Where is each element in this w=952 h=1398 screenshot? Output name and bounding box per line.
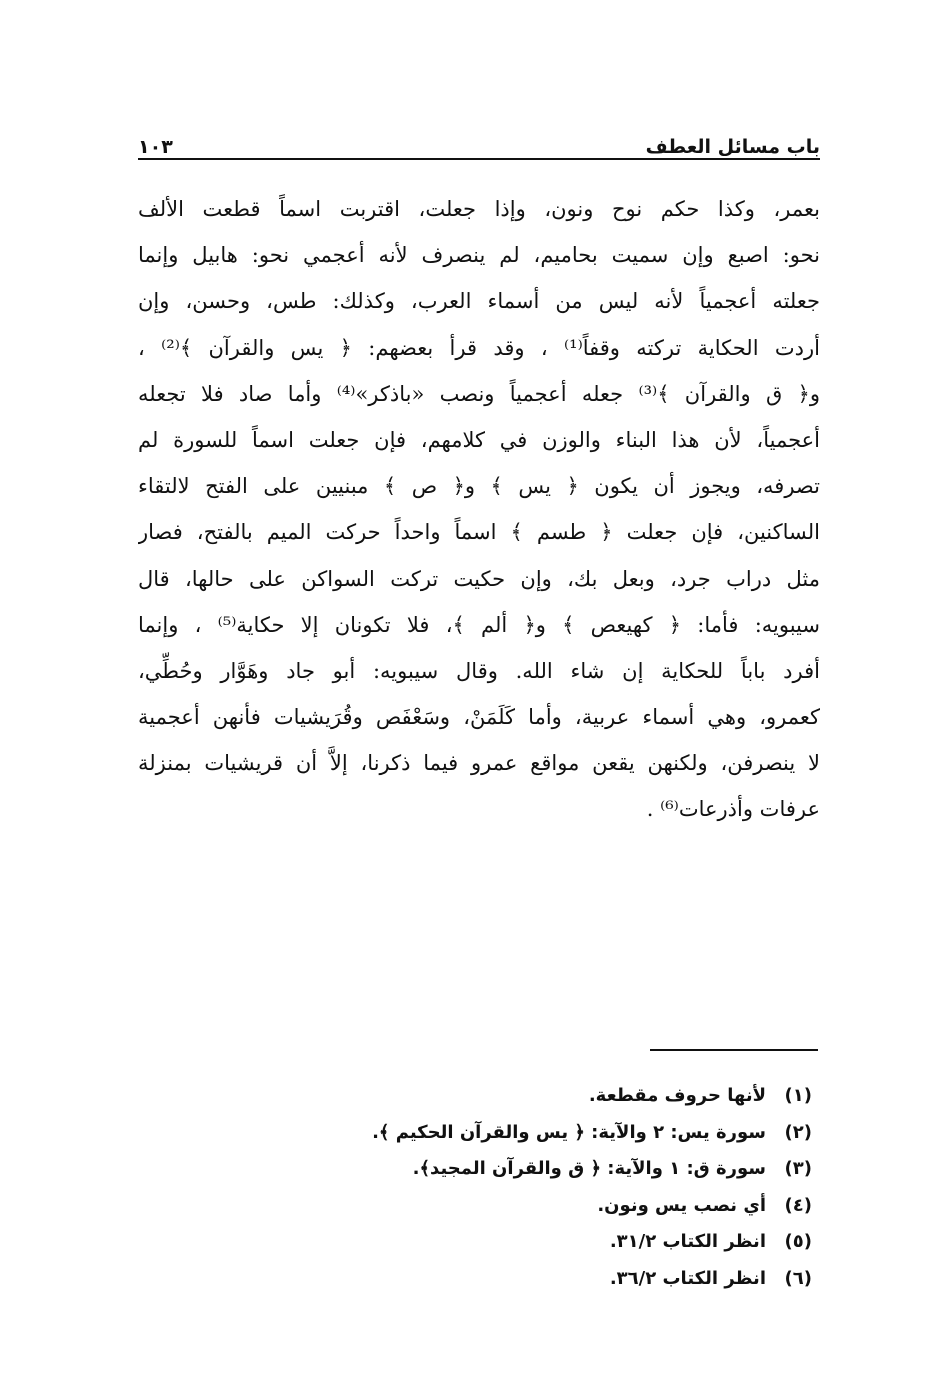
text-line: عرفات وأذرعات⁽⁶⁾ . bbox=[646, 797, 820, 822]
footnote-text: انظر الكتاب ٣١/٢. bbox=[609, 1231, 766, 1252]
footnote-text: انظر الكتاب ٣٦/٢. bbox=[609, 1267, 766, 1289]
text-line: أفرد باباً للحكاية إن شاء الله. وقال سيبويه: أبو جاد وهَوَّار وحُطِّي، bbox=[138, 658, 820, 683]
footnote-text: لأنها حروف مقطعة. bbox=[588, 1085, 766, 1106]
text-line: جعلته أعجمياً لأنه ليس من أسماء العرب، وكذلك: طس، وحسن، وإن bbox=[138, 289, 820, 314]
text-line: بعمر، وكذا حكم نوح ونون، وإذا جعلت، اقتربت اسماً قطعت الألف bbox=[138, 197, 820, 221]
header-rule bbox=[138, 158, 820, 160]
footnote-number: (٤) bbox=[784, 1194, 812, 1216]
footnote bbox=[252, 1151, 812, 1188]
page-number: ١٠٣ bbox=[138, 136, 173, 158]
running-header bbox=[138, 124, 820, 158]
text-line: و﴿ ق والقرآن ﴾⁽³⁾ جعله أعجمياً ونصب «باذكر»⁽⁴⁾ وأما صاد فلا تجعله bbox=[138, 381, 820, 406]
footnote-text: أي نصب يس ونون. bbox=[597, 1194, 766, 1216]
footnote-number: (٣) bbox=[784, 1158, 812, 1179]
footnote bbox=[252, 1261, 812, 1298]
text-line: تصرفه، ويجوز أن يكون ﴿ يس ﴾ و﴿ ص ﴾ مبنيين على الفتح لالتقاء bbox=[138, 474, 820, 499]
footnote bbox=[252, 1188, 812, 1225]
footnote-number: (٢) bbox=[784, 1121, 812, 1143]
text-line: سيبويه: فأما: ﴿ كهيعص ﴾ و﴿ ألم ﴾، فلا تكونان إلا حكاية⁽⁵⁾ ، وإنما bbox=[138, 612, 820, 637]
footnote-rule bbox=[650, 1049, 818, 1051]
text-line: نحو: اصبع وإن سميت بحاميم، لم ينصرف لأنه أعجمي نحو: هابيل وإنما bbox=[138, 243, 820, 268]
text-line: أردت الحكاية تركته وقفاً⁽¹⁾ ، وقد قرأ بعضهم: ﴿ يس والقرآن ﴾⁽²⁾ ، bbox=[138, 335, 820, 360]
footnote-number: (١) bbox=[784, 1085, 812, 1106]
footnote bbox=[252, 1078, 812, 1115]
footnotes bbox=[252, 1078, 812, 1297]
main-text bbox=[138, 186, 820, 833]
text-line: كعمرو، وهي أسماء عربية، وأما كَلَمَنْ، وسَعْفَص وقُرَيشيات فأنهن أعجمية bbox=[138, 705, 820, 730]
footnote-text: سورة ق: ١ والآية: ﴿ ق والقرآن المجيد﴾. bbox=[412, 1158, 766, 1179]
footnote-text: سورة يس: ٢ والآية: ﴿ يس والقرآن الحكيم ﴾. bbox=[372, 1121, 766, 1143]
footnote bbox=[252, 1224, 812, 1261]
text-line: مثل دراب جرد، وبعل بك، وإن حكيت تركت السواكن على حالها، قال bbox=[138, 566, 820, 591]
footnote bbox=[252, 1115, 812, 1152]
text-line: الساكنين، فإن جعلت ﴿ طسم ﴾ اسماً واحداً حركت الميم بالفتح، فصار bbox=[138, 520, 820, 545]
text-line: لا ينصرفن، ولكنهن يقعن مواقع عمرو فيما ذكرنا، إلاَّ أن قريشيات بمنزلة bbox=[138, 751, 820, 776]
chapter-title: باب مسائل العطف bbox=[645, 136, 820, 158]
footnote-number: (٦) bbox=[784, 1267, 812, 1289]
footnote-number: (٥) bbox=[784, 1231, 812, 1252]
text-line: أعجمياً، لأن هذا البناء والوزن في كلامهم، فإن جعلت اسماً للسورة لم bbox=[138, 427, 820, 452]
